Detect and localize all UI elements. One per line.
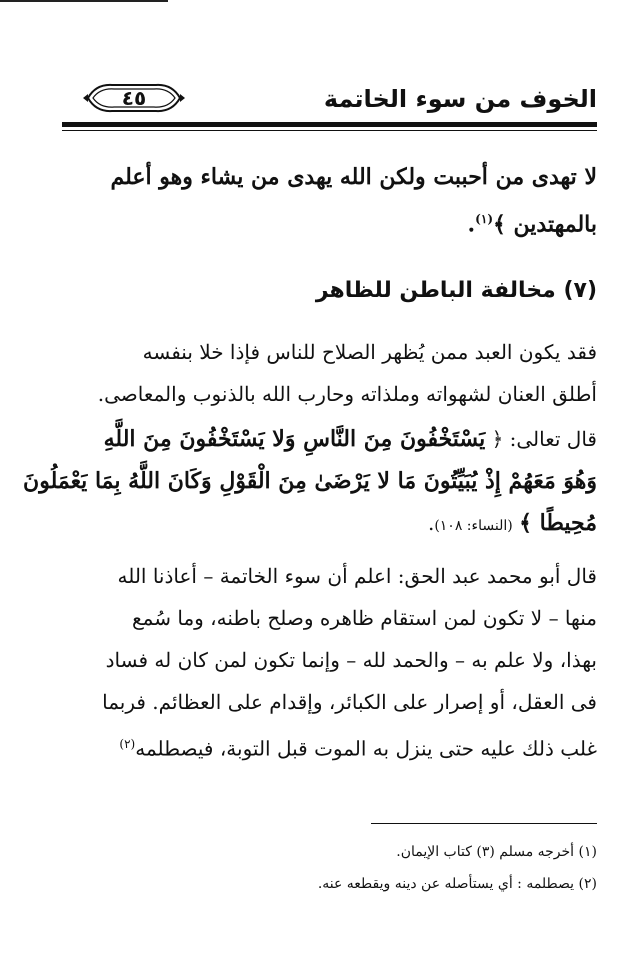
p2-line-5-text: غلب ذلك عليه حتى ينزل به الموت قبل التوبة، فيصطلمه [135,736,597,761]
intro-paragraph [62,156,597,245]
p2-line-2: منها – لا تكون لمن استقام ظاهره وصلح باطنه، وما سُمع [132,606,597,630]
paragraph-1 [62,331,597,415]
intro-line-2-text: بالمهتدين ﴾ [493,211,597,238]
p2-line-3: بهذا، ولا علم به – والحمد لله – وإنما تكون لمن كان له فساد [105,648,597,672]
page-number: ٤٥ [121,86,147,110]
footnote-ref-2: (٢) [119,737,136,751]
header-rule-thin [62,130,597,131]
footnote-2: (٢) يصطلمه : أي يستأصله عن دينه ويقطعه عنه. [317,876,597,892]
page-number-badge [82,82,186,114]
footnote-ref-1: (١) [475,212,493,226]
footnotes [62,836,597,900]
p2-line-5 [62,723,597,770]
quote-lead: قال تعالى: ﴿ [491,427,597,451]
p2-line-4: فى العقل، أو إصرار على الكبائر، وإقدام على العظائم. فربما [102,690,597,714]
p2-line-1: قال أبو محمد عبد الحق: اعلم أن سوء الخاتمة – أعاذنا الله [117,564,597,588]
page-header [62,78,597,126]
intro-line-2 [62,198,597,245]
p1-line-1: فقد يكون العبد ممن يُظهر الصلاح للناس فإذا خلا بنفسه [142,340,597,364]
top-edge-rule [0,0,168,2]
running-title: الخوف من سوء الخاتمة [323,85,597,113]
quote-verse-3: مُحِيطًا ﴾ [519,510,597,536]
footnote-1: (١) أخرجه مسلم (٣) كتاب الإيمان. [396,844,597,860]
quote-verse-1: يَسْتَخْفُونَ مِنَ النَّاسِ وَلا يَسْتَخْفُونَ مِنَ اللَّهِ [103,426,486,452]
p1-line-2: أطلق العنان لشهواته وملذاته وحارب الله بالذنوب والمعاصى. [97,382,597,406]
intro-line-2-end: . [467,211,476,238]
quote-end: . [427,511,435,535]
intro-line-1: لا تهدى من أحببت ولكن الله يهدى من يشاء وهو أعلم [110,164,597,190]
section-heading: (٧) مخالفة الباطن للظاهر [315,278,597,303]
quote-line-1 [62,418,597,460]
quote-citation: (النساء: ١٠٨) [434,518,513,534]
quote-line-2: وَهُوَ مَعَهُمْ إِذْ يُبَيِّتُونَ مَا لا يَرْضَىٰ مِنَ الْقَوْلِ وَكَانَ اللَّهُ بِمَا يَعْمَلُونَ [23,468,597,494]
quote-line-3 [62,502,597,547]
paragraph-2 [62,555,597,770]
footnote-separator [371,823,597,824]
quran-quote [23,418,597,547]
header-rule-thick [62,122,597,127]
